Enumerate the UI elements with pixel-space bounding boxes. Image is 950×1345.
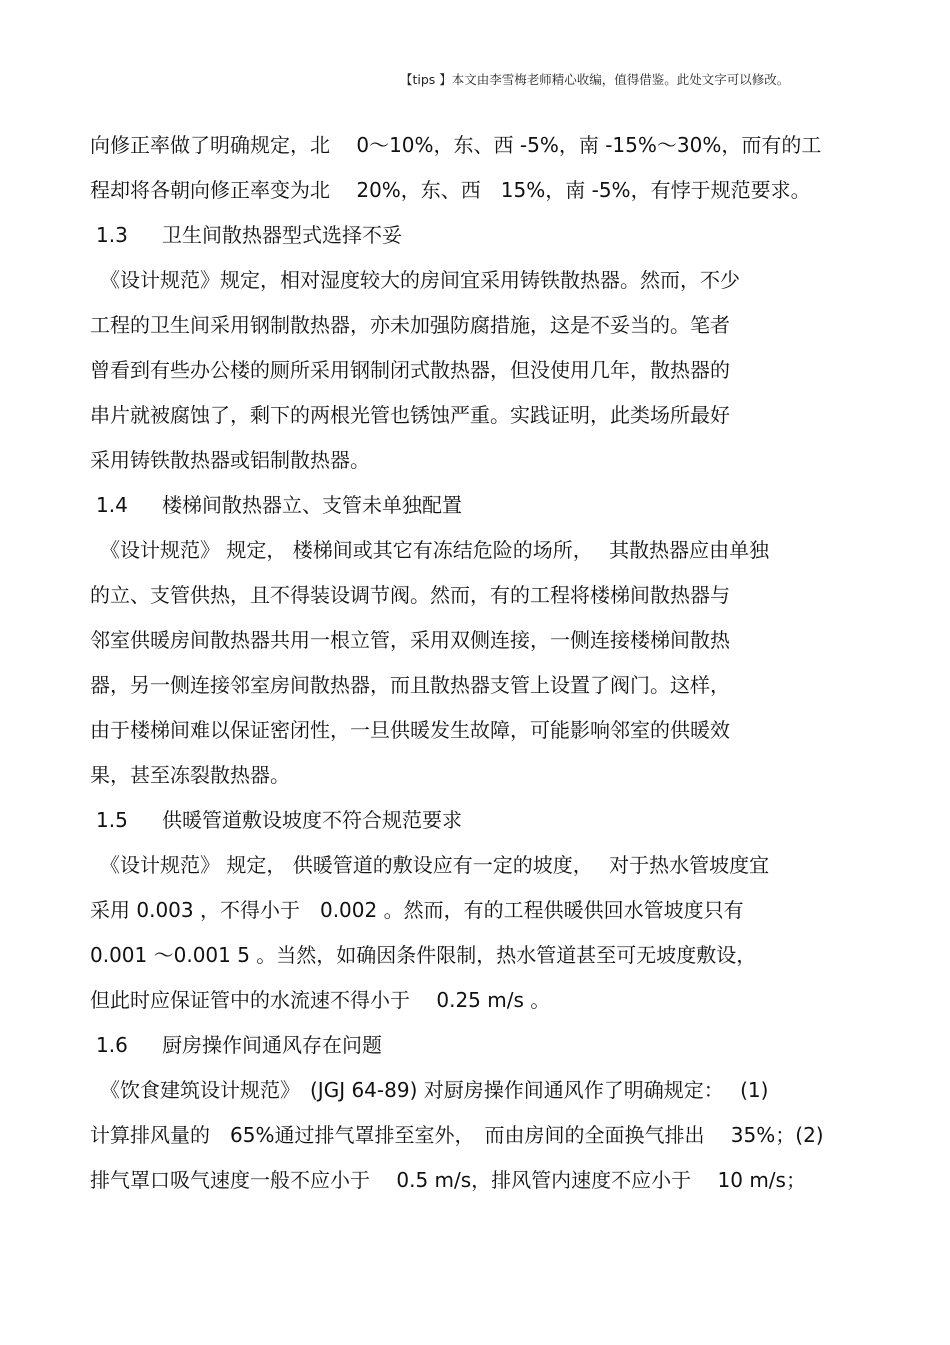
section-title: 楼梯间散热器立、支管未单独配置 [162,493,462,517]
body-line: 排气罩口吸气速度一般不应小于 0.5 m/s，排风管内速度不应小于 10 m/s； [90,1168,806,1192]
body-line: 但此时应保证管中的水流速不得小于 0.25 m/s 。 [90,988,551,1012]
body-line: 曾看到有些办公楼的厕所采用钢制闭式散热器，但没使用几年，散热器的 [90,358,730,382]
body-line: 《设计规范》规定，相对湿度较大的房间宜采用铸铁散热器。然而，不少 [100,268,740,292]
body-line: 0.001 ～0.001 5 。当然，如确因条件限制，热水管道甚至可无坡度敷设， [90,943,757,967]
section-number: 1.3 [96,223,128,247]
body-line: 由于楼梯间难以保证密闭性，一旦供暖发生故障，可能影响邻室的供暖效 [90,718,730,742]
section-number: 1.6 [96,1033,128,1057]
body-line: 计算排风量的 65%通过排气罩排至室外， 而由房间的全面换气排出 35%；(2) [90,1123,824,1147]
body-line: 《饮食建筑设计规范》 (JGJ 64-89) 对厨房操作间通风作了明确规定： (1) [100,1078,769,1102]
body-line: 采用铸铁散热器或铝制散热器。 [90,448,370,472]
body-line: 果，甚至冻裂散热器。 [90,763,290,787]
section-number: 1.5 [96,808,128,832]
body-line: 工程的卫生间采用钢制散热器，亦未加强防腐措施，这是不妥当的。笔者 [90,313,730,337]
body-line: 邻室供暖房间散热器共用一根立管，采用双侧连接，一侧连接楼梯间散热 [90,628,730,652]
section-heading [90,222,402,248]
section-number: 1.4 [96,493,128,517]
body-line: 向修正率做了明确规定，北 0～10%，东、西 -5%，南 -15%～30%，而有的工 [90,133,822,157]
body-line: 采用 0.003 ，不得小于 0.002 。然而，有的工程供暖供回水管坡度只有 [90,898,744,922]
section-heading [90,1032,382,1058]
section-title: 厨房操作间通风存在问题 [162,1033,382,1057]
section-title: 卫生间散热器型式选择不妥 [162,223,402,247]
body-line: 《设计规范》 规定， 供暖管道的敷设应有一定的坡度， 对于热水管坡度宜 [100,853,770,877]
body-line: 串片就被腐蚀了，剩下的两根光管也锈蚀严重。实践证明，此类场所最好 [90,403,730,427]
body-line: 程却将各朝向修正率变为北 20%，东、西 15%，南 -5%，有悖于规范要求。 [90,178,811,202]
body-line: 《设计规范》 规定， 楼梯间或其它有冻结危险的场所， 其散热器应由单独 [100,538,770,562]
section-heading [90,807,462,833]
tips-note: 【tips 】本文由李雪梅老师精心收编，值得借鉴。此处文字可以修改。 [400,72,790,87]
section-heading [90,492,462,518]
body-line: 器，另一侧连接邻室房间散热器，而且散热器支管上设置了阀门。这样， [90,673,730,697]
section-title: 供暖管道敷设坡度不符合规范要求 [162,808,462,832]
body-line: 的立、支管供热，且不得装设调节阀。然而，有的工程将楼梯间散热器与 [90,583,730,607]
